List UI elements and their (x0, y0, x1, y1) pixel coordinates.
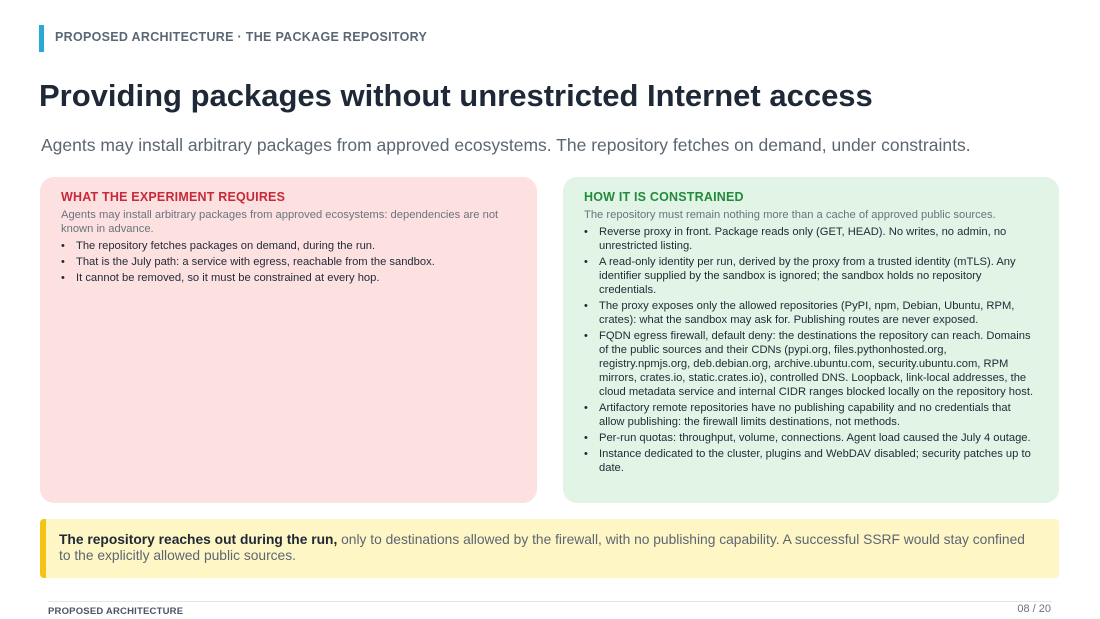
slide-title: Providing packages without unrestricted Internet access (39, 78, 873, 113)
callout-lead: The repository reaches out during the run, (59, 532, 338, 547)
requirements-intro: Agents may install arbitrary packages from approved ecosystems: dependencies are not known in advance. (61, 209, 499, 235)
callout-accent-bar (40, 519, 46, 578)
constraints-heading: HOW IT IS CONSTRAINED (584, 190, 744, 204)
list-item: • Reverse proxy in front. Package reads only (GET, HEAD). No writes, no admin, no unrestricted listing. (584, 226, 1007, 252)
list-item: • FQDN egress firewall, default deny: the destinations the repository can reach. Domains of the public sources and their CDNs (pypi.org, files.pythonhosted.org, registry.npmjs.org, deb.debian.org, archive.ubuntu.com, security.ubuntu.com, RPM mirrors, crates.io, static.crates.io), controlled DNS. Loopback, link-local addresses, the cloud metadata service and internal CIDR ranges blocked locally on the repository host. (584, 330, 1034, 398)
bullet-icon: • (61, 240, 65, 252)
constraints-list (584, 225, 1038, 475)
section-label: PROPOSED ARCHITECTURE · THE PACKAGE REPOSITORY (55, 30, 428, 44)
bullet-icon: • (584, 330, 588, 342)
bullet-icon: • (584, 256, 588, 268)
constraints-card (563, 177, 1059, 503)
list-item: • It cannot be removed, so it must be constrained at every hop. (61, 272, 380, 284)
section-accent-bar (39, 25, 44, 52)
requirements-card (40, 177, 537, 503)
list-item: • The repository fetches packages on demand, during the run. (61, 240, 376, 252)
bullet-icon: • (61, 272, 65, 284)
bullet-icon: • (584, 448, 588, 460)
list-item: • A read-only identity per run, derived by the proxy from a trusted identity (mTLS). Any identifier supplied by the sandbox is ignored; the sandbox holds no repository credentials. (584, 256, 1016, 296)
constraints-intro: The repository must remain nothing more than a cache of approved public sources. (584, 209, 996, 221)
bullet-icon: • (584, 432, 588, 444)
requirements-heading: WHAT THE EXPERIMENT REQUIRES (61, 190, 286, 204)
key-takeaway-callout (40, 519, 1059, 578)
page-number: 08 / 20 (1017, 603, 1051, 615)
list-item: • Instance dedicated to the cluster, plugins and WebDAV disabled; security patches up to date. (584, 448, 1031, 474)
bullet-icon: • (584, 300, 588, 312)
slide-subtitle: Agents may install arbitrary packages from approved ecosystems. The repository fetches on demand, under constraints. (41, 135, 971, 155)
callout-text: only to destinations allowed by the firewall, with no publishing capability. A successful SSRF would stay confined to the explicitly allowed public sources. (59, 532, 1025, 563)
list-item: • The proxy exposes only the allowed repositories (PyPI, npm, Debian, Ubuntu, RPM, crates): what the sandbox may ask for. Publishing routes are never exposed. (584, 300, 1015, 326)
list-item: • That is the July path: a service with egress, reachable from the sandbox. (61, 256, 435, 268)
requirements-list (61, 239, 516, 285)
bullet-icon: • (61, 256, 65, 268)
list-item: • Artifactory remote repositories have no publishing capability and no credentials that allow publishing: the firewall limits destinations, not methods. (584, 402, 1011, 428)
footer-label: PROPOSED ARCHITECTURE (48, 606, 184, 617)
list-item: • Per-run quotas: throughput, volume, connections. Agent load caused the July 4 outage. (584, 432, 1031, 444)
footer-divider (48, 601, 1052, 602)
bullet-icon: • (584, 226, 588, 238)
bullet-icon: • (584, 402, 588, 414)
